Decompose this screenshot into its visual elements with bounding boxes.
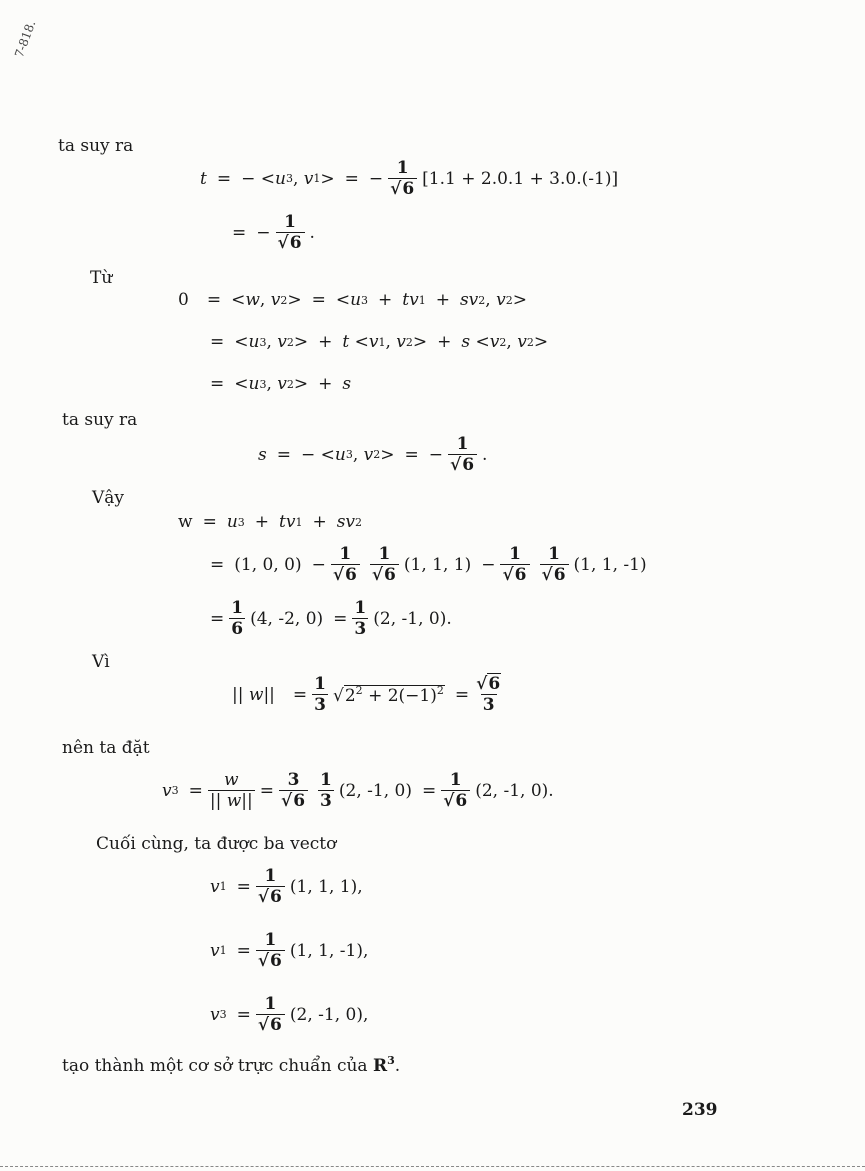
vec-100: (1, 0, 0) [234,554,302,575]
text-cuoi-cung: Cuối cùng, ta được ba vectơ [96,834,337,854]
r3-symbol: $R^3$ [372,1054,395,1076]
equation-v2: v 1 = $\frac{1}{√6}$ (1, 1, -1), [210,930,369,971]
page-number: 239 [682,1100,718,1120]
equation-zero-2: = < u 3 , v 2 > + t < v 1 , v 2 > + s < v 2 , v 2 > [210,332,549,352]
text-tao-thanh: tạo thành một cơ sở trực chuẩn của $R^3$. [62,1054,401,1076]
tao-thanh-label: tạo thành một cơ sở trực chuẩn của [62,1056,368,1076]
equation-t: t = − < u 3 , v 1 > = − $\frac{1}{√6}$ [1.1 + 2.0.1 + 3.0.(-1)] [200,158,619,199]
equation-v3: v 3 = $\frac{w}{|| w||}$ = $\frac{3}{√6}$ $\frac{1}{3}$ (2, -1, 0) = $\frac{1}{√6}$ (2, -1, 0). [162,770,554,811]
vec-11m1: (1, 1, -1) [573,554,647,575]
equation-v3-final: v 3 = $\frac{1}{√6}$ (2, -1, 0), [210,994,369,1035]
text-ta-suy-ra-2: ta suy ra [62,410,138,430]
vec-2m10b: (2, -1, 0) [338,780,412,801]
text-ta-suy-ra-1: ta suy ra [58,136,134,156]
equation-zero-3: = < u 3 , v 2 > + s [210,374,352,394]
equation-t-result: = − $\frac{1}{√6}$ . [232,212,315,253]
vec-4m20: (4, -2, 0) [250,608,324,629]
v3-vec: (2, -1, 0), [289,1004,369,1025]
v2-vec: (1, 1, -1), [289,940,369,961]
vec-111: (1, 1, 1) [403,554,472,575]
text-nen-ta-dat: nên ta đặt [62,738,150,758]
equation-w-result: = $\frac{1}{6}$ (4, -2, 0) = $\frac{1}{3}$ (2, -1, 0). [210,598,452,639]
bottom-border [0,1166,865,1167]
equation-w: w = u 3 + tv 1 + sv 2 [178,512,363,532]
equation-v1: v 1 = $\frac{1}{√6}$ (1, 1, 1), [210,866,363,907]
v1-vec: (1, 1, 1), [289,876,363,897]
equation-norm: || w || = $\frac{1}{3}$ $√2^2 + 2(-1)^2$ = $\frac{√6}{3}$ [232,674,501,715]
vec-2m10: (2, -1, 0). [373,608,452,629]
text-tu: Từ [90,268,113,288]
equation-w-expand: = (1, 0, 0) − $\frac{1}{√6}$ $\frac{1}{√6}$ (1, 1, 1) − $\frac{1}{√6}$ $\frac{1}{√6}$ (1, 1, -1) [210,544,647,585]
text-vi: Vì [92,652,110,672]
t-bracket: [1.1 + 2.0.1 + 3.0.(-1)] [422,168,619,189]
equation-zero-1: 0 = < w , v 2 > = < u 3 + tv 1 + sv 2 , v 2 > [178,290,527,310]
vec-2m10c: (2, -1, 0). [475,780,554,801]
text-vay: Vậy [92,488,125,508]
margin-note: 7-818. [12,18,39,60]
equation-s: s = − < u 3 , v 2 > = − $\frac{1}{√6}$ . [258,434,488,475]
